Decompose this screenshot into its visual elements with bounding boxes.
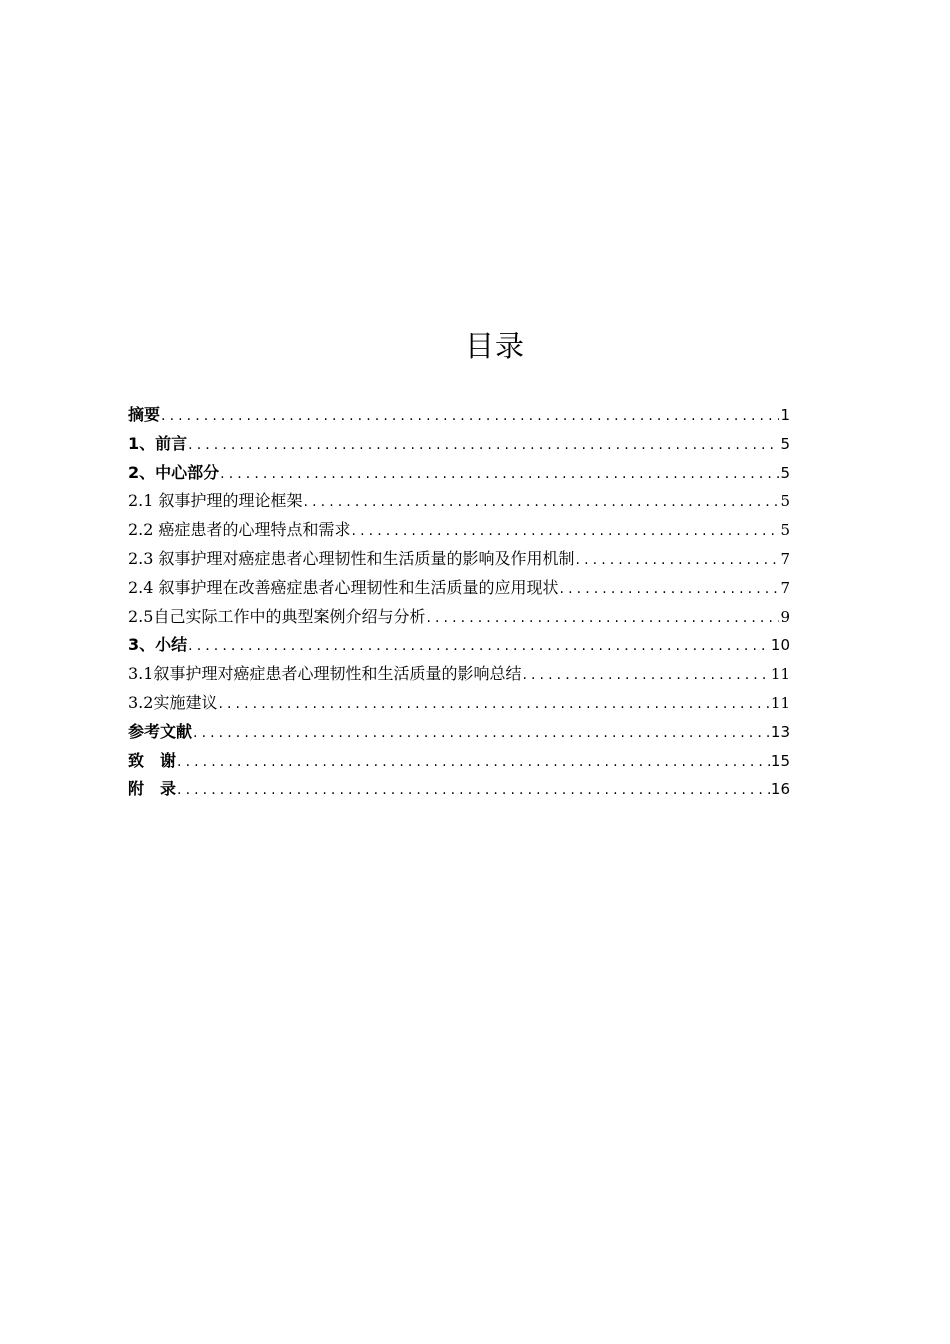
toc-dot-leader: [560, 575, 780, 603]
toc-page-number: 7: [780, 549, 790, 568]
toc-entry-label: 2.2 癌症患者的心理特点和需求: [128, 520, 351, 540]
toc-dot-leader: [188, 431, 779, 459]
table-of-contents: [128, 401, 790, 804]
toc-dot-leader: [177, 776, 770, 804]
toc-dot-leader: [220, 460, 779, 488]
toc-dot-leader: [352, 517, 780, 545]
toc-page-number: 11: [770, 693, 790, 712]
toc-entry-label: 2.4 叙事护理在改善癌症患者心理韧性和生活质量的应用现状: [128, 577, 559, 597]
toc-entry-3-2[interactable]: [128, 689, 790, 718]
toc-entry-label: 2、中心部分: [128, 462, 220, 482]
toc-entry-label: 3、小结: [128, 635, 188, 655]
toc-page-number: 13: [770, 722, 790, 741]
toc-entry-2-1[interactable]: [128, 487, 790, 516]
toc-page-number: 10: [770, 636, 790, 655]
toc-entry-summary[interactable]: [128, 631, 790, 660]
toc-entry-label: 致 谢: [128, 750, 177, 770]
toc-entry-label: 摘要: [128, 405, 161, 424]
toc-entry-label: 附 录: [128, 779, 177, 799]
toc-page-number: 16: [770, 780, 790, 799]
toc-entry-2-2[interactable]: [128, 516, 790, 545]
toc-dot-leader: [193, 719, 770, 747]
toc-dot-leader: [177, 748, 770, 776]
toc-dot-leader: [188, 632, 770, 660]
toc-dot-leader: [161, 402, 779, 430]
toc-page-number: 7: [780, 578, 790, 597]
toc-entry-label: 参考文献: [128, 721, 193, 741]
toc-dot-leader: [576, 546, 780, 574]
toc-dot-leader: [304, 488, 780, 516]
page-title: 目录: [464, 329, 525, 363]
toc-page-number: 5: [780, 492, 790, 511]
toc-page-number: 5: [780, 521, 790, 540]
toc-dot-leader: [522, 661, 769, 689]
toc-entry-preface[interactable]: [128, 430, 790, 459]
toc-entry-central-part[interactable]: [128, 459, 790, 488]
toc-entry-label: 2.3 叙事护理对癌症患者心理韧性和生活质量的影响及作用机制: [128, 548, 575, 568]
toc-entry-label: 1、前言: [128, 433, 188, 453]
toc-entry-acknowledgements[interactable]: [128, 747, 790, 776]
toc-page-number: 9: [780, 607, 790, 626]
toc-entry-2-3[interactable]: [128, 545, 790, 574]
toc-entry-appendix[interactable]: [128, 775, 790, 804]
toc-dot-leader: [426, 604, 779, 632]
toc-entry-2-5[interactable]: [128, 603, 790, 632]
toc-page-number: 5: [780, 463, 790, 482]
toc-entry-abstract[interactable]: [128, 401, 790, 430]
toc-dot-leader: [218, 690, 769, 718]
toc-entry-label: 3.2实施建议: [128, 692, 218, 712]
toc-entry-references[interactable]: [128, 718, 790, 747]
toc-page-number: 11: [770, 665, 790, 684]
toc-entry-label: 2.1 叙事护理的理论框架: [128, 491, 303, 511]
toc-entry-label: 3.1叙事护理对癌症患者心理韧性和生活质量的影响总结: [128, 664, 522, 684]
toc-page-number: 5: [780, 434, 790, 453]
toc-entry-label: 2.5自己实际工作中的典型案例介绍与分析: [128, 606, 426, 626]
toc-entry-3-1[interactable]: [128, 660, 790, 689]
toc-entry-2-4[interactable]: [128, 574, 790, 603]
toc-page-number: 15: [770, 751, 790, 770]
toc-page-number: 1: [780, 406, 790, 424]
